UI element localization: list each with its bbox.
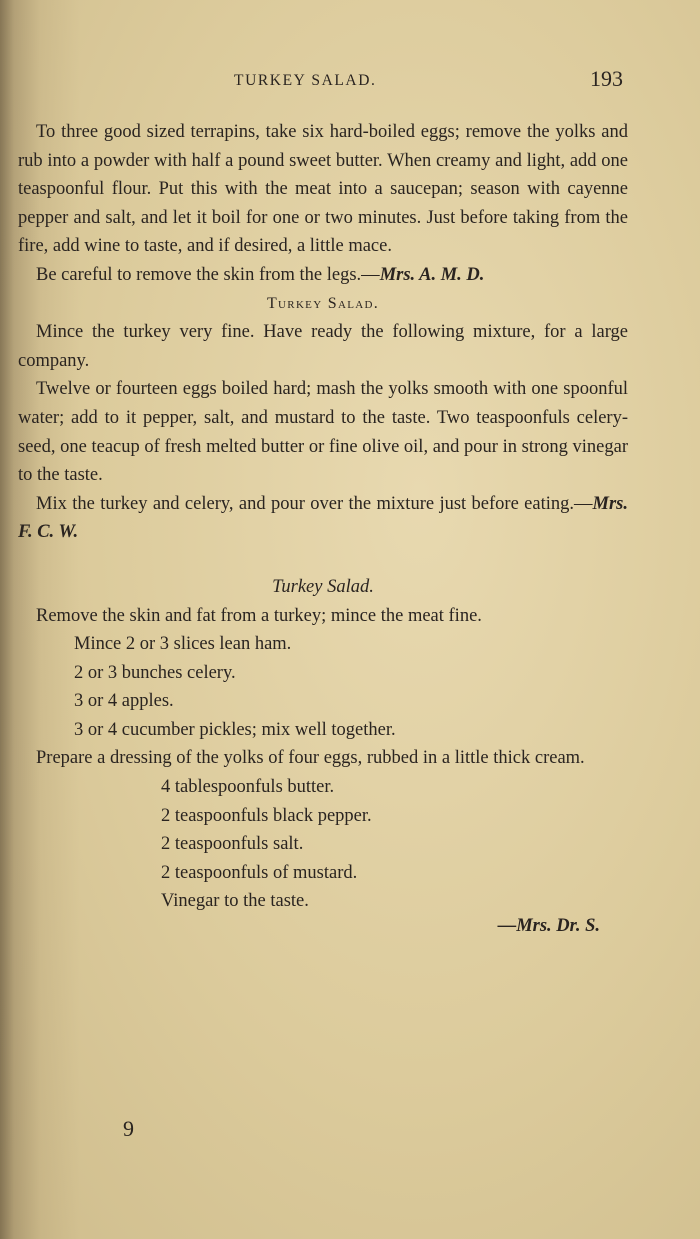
ingredient-list bbox=[18, 630, 628, 744]
recipe-paragraph bbox=[18, 261, 628, 290]
paragraph-text: Be careful to remove the skin from the legs.— bbox=[36, 264, 380, 285]
recipe-heading: Turkey Salad. bbox=[272, 576, 374, 597]
list-item: 3 or 4 apples. bbox=[74, 691, 174, 712]
list-item: 2 teaspoonfuls of mustard. bbox=[161, 862, 358, 883]
recipe-paragraph: Remove the skin and fat from a turkey; mince the meat fine. bbox=[36, 605, 482, 626]
list-item: 2 teaspoonfuls salt. bbox=[161, 834, 304, 855]
paragraph-text: Mix the turkey and celery, and pour over the mixture just before eating.— bbox=[36, 493, 593, 514]
page-number: 193 bbox=[590, 66, 623, 91]
author-signature: —Mrs. Dr. S. bbox=[497, 916, 600, 937]
recipe-paragraph: Prepare a dressing of the yolks of four eggs, rubbed in a little thick cream. bbox=[36, 748, 585, 769]
recipe-heading: Turkey Salad. bbox=[266, 294, 379, 312]
author-signature: Mrs. A. M. D. bbox=[379, 264, 485, 285]
page-body bbox=[18, 118, 628, 941]
page-header bbox=[0, 66, 700, 96]
list-item: Vinegar to the taste. bbox=[161, 891, 309, 912]
list-item: Mince 2 or 3 slices lean ham. bbox=[74, 634, 292, 655]
recipe-paragraph bbox=[18, 490, 628, 547]
recipe-paragraph: Twelve or fourteen eggs boiled hard; mash the yolks smooth with one spoonful water; add to it pepper, salt, and mustard to the taste. Two teaspoonfuls celery-seed, one teacup of fresh melted butter or fine olive oil, and pour in strong vinegar to the taste. bbox=[18, 379, 628, 486]
list-item: 3 or 4 cucumber pickles; mix well together. bbox=[74, 719, 396, 740]
signature-mark: 9 bbox=[123, 1116, 134, 1141]
list-item: 2 teaspoonfuls black pepper. bbox=[161, 805, 372, 826]
running-head: TURKEY SALAD. bbox=[234, 72, 377, 89]
author-signature: Mrs. F. C. W. bbox=[18, 493, 628, 543]
list-item: 2 or 3 bunches celery. bbox=[74, 662, 236, 683]
recipe-paragraph: Mince the turkey very fine. Have ready the following mixture, for a large company. bbox=[18, 322, 628, 371]
list-item: 4 tablespoonfuls butter. bbox=[161, 777, 335, 798]
recipe-paragraph: To three good sized terrapins, take six hard-boiled eggs; remove the yolks and rub into a powder with half a pound sweet butter. When creamy and light, add one teaspoonful flour. Put this with the meat into a saucepan; season with cayenne pepper and salt, and let it boil for one or two minutes. Just before taking from the fire, add wine to taste, and if desired, a little mace. bbox=[18, 122, 628, 257]
ingredient-list bbox=[18, 773, 628, 916]
